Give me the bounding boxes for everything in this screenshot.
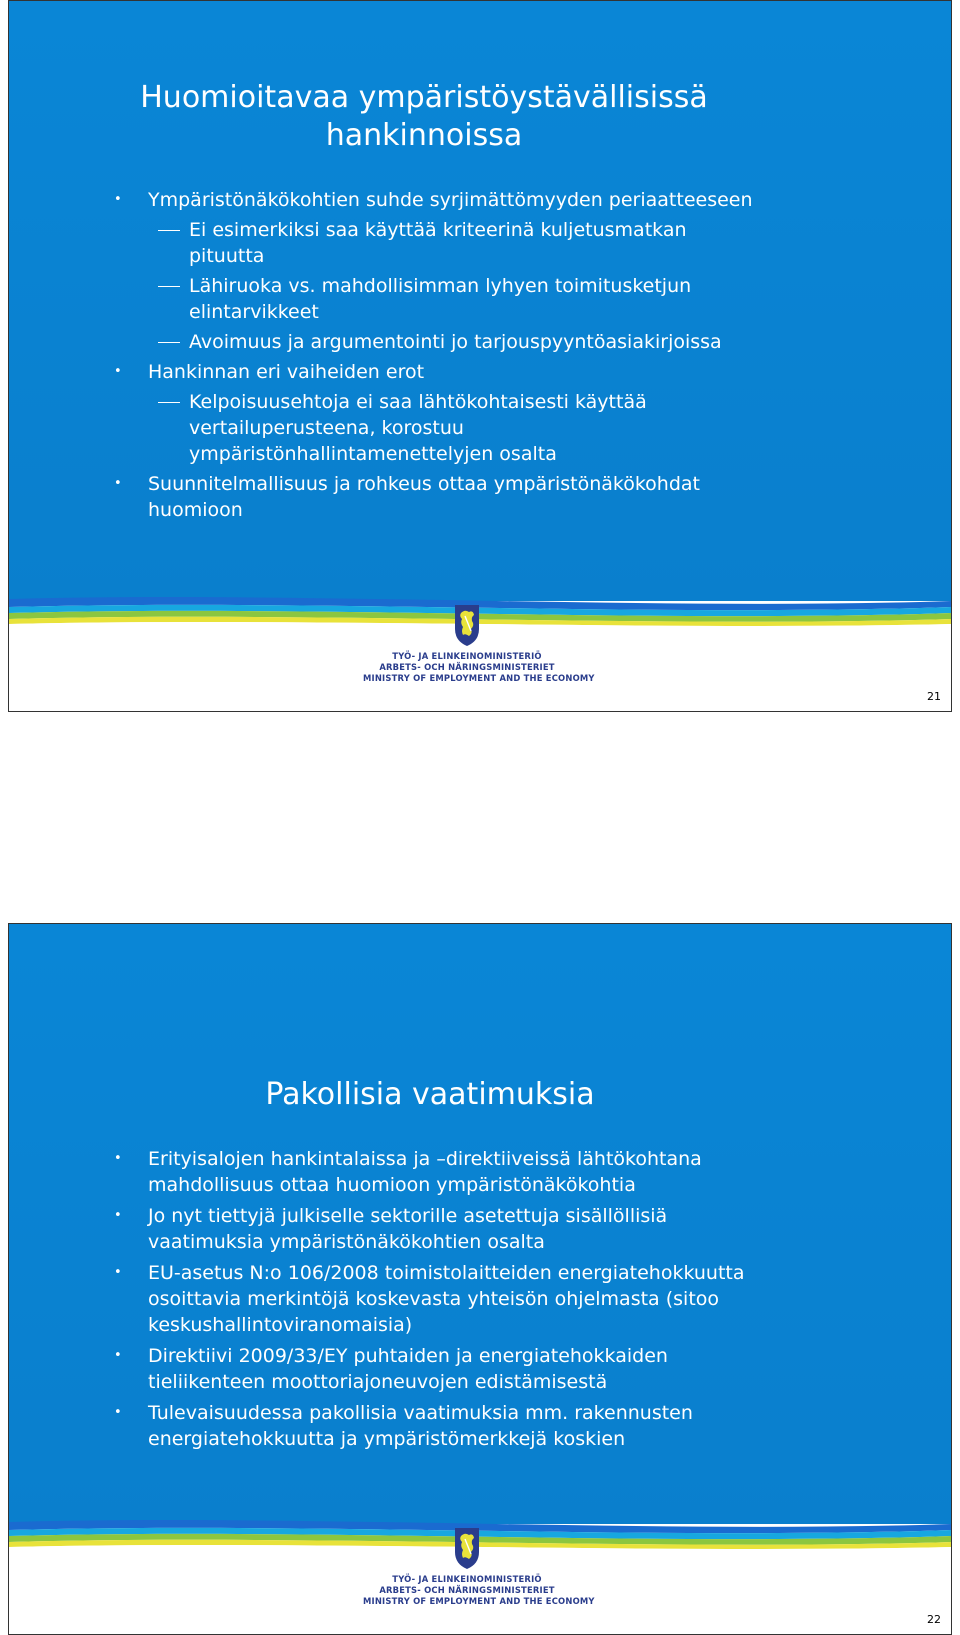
ministry-name-en: MINISTRY OF EMPLOYMENT AND THE ECONOMY — [363, 1596, 595, 1606]
slide-21 — [8, 0, 952, 712]
bullet-item: • Jo nyt tiettyjä julkiselle sektorille asetettuja sisällöllisiä vaatimuksia ympäristönäkökohtien osalta — [114, 1203, 754, 1255]
bullet-list — [114, 187, 754, 527]
finnish-lion-crest-icon — [451, 1526, 483, 1570]
bullet-item: • Direktiivi 2009/33/EY puhtaiden ja energiatehokkaiden tieliikenteen moottoriajoneuvojen edistämisestä — [114, 1343, 754, 1395]
ministry-name-en: MINISTRY OF EMPLOYMENT AND THE ECONOMY — [363, 673, 595, 683]
ministry-name — [363, 651, 595, 684]
bullet-item: • Tulevaisuudessa pakollisia vaatimuksia mm. rakennusten energiatehokkuutta ja ympäristömerkkejä koskien — [114, 1400, 754, 1452]
sub-bullet-item: Avoimuus ja argumentointi jo tarjouspyyntöasiakirjoissa — [114, 329, 754, 355]
bullet-item: • Hankinnan eri vaiheiden erot — [114, 359, 754, 385]
sub-bullet-item: Lähiruoka vs. mahdollisimman lyhyen toimitusketjun elintarvikkeet — [114, 273, 754, 325]
sub-bullet-item: Ei esimerkiksi saa käyttää kriteerinä kuljetusmatkan pituutta — [114, 217, 754, 269]
ministry-name-fi: TYÖ- JA ELINKEINOMINISTERIÖ — [392, 651, 542, 661]
ministry-name-fi: TYÖ- JA ELINKEINOMINISTERIÖ — [392, 1574, 542, 1584]
ministry-name-sv: ARBETS- OCH NÄRINGSMINISTERIET — [379, 1585, 555, 1595]
slide-22 — [8, 923, 952, 1635]
bullet-list — [114, 1146, 754, 1457]
slide-title: Pakollisia vaatimuksia — [265, 1077, 595, 1112]
sub-bullet-item: Kelpoisuusehtoja ei saa lähtökohtaisesti käyttää vertailuperusteena, korostuu ympäristönhallintamenettelyjen osalta — [114, 389, 754, 467]
bullet-item: • EU-asetus N:o 106/2008 toimistolaitteiden energiatehokkuutta osoittavia merkintöjä koskevasta yhteisön ohjelmasta (sitoo keskushallintoviranomaisia) — [114, 1260, 754, 1338]
finnish-lion-crest-icon — [451, 603, 483, 647]
ministry-logo — [363, 1526, 595, 1608]
bullet-item: • Ympäristönäkökohtien suhde syrjimättömyyden periaatteeseen — [114, 187, 754, 213]
slide-title: Huomioitavaa ympäristöystävällisissä hankinnoissa — [140, 80, 708, 154]
page-number: 22 — [927, 1613, 941, 1626]
page-number: 21 — [927, 690, 941, 703]
bullet-item: • Erityisalojen hankintalaissa ja –direktiiveissä lähtökohtana mahdollisuus ottaa huomioon ympäristönäkökohtia — [114, 1146, 754, 1198]
ministry-logo — [363, 603, 595, 685]
ministry-name — [363, 1574, 595, 1607]
ministry-name-sv: ARBETS- OCH NÄRINGSMINISTERIET — [379, 662, 555, 672]
bullet-item: • Suunnitelmallisuus ja rohkeus ottaa ympäristönäkökohdat huomioon — [114, 471, 754, 523]
